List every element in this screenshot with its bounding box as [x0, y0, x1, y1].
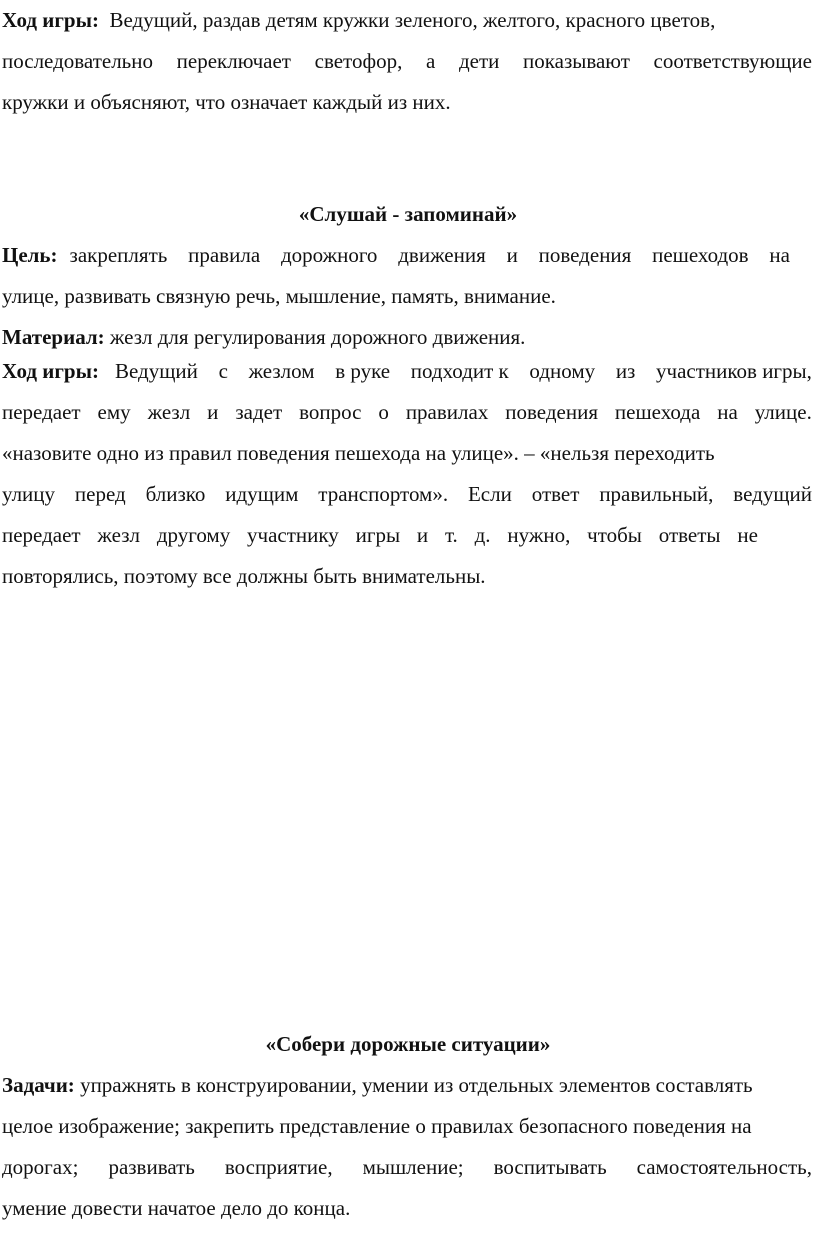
word: о [378, 400, 389, 424]
hod-line-6 [2, 556, 812, 597]
game1-goal [2, 235, 790, 276]
word: ему [97, 400, 131, 424]
word: близко [145, 482, 206, 506]
hod-line-2 [2, 392, 812, 433]
word: Ведущий [115, 359, 198, 383]
goal-line-2 [2, 276, 812, 317]
intro-line-2 [2, 41, 812, 82]
word: подходит к [410, 359, 509, 383]
tasks-text-2: целое изображение; закрепить представление о правилах безопасного поведения на [2, 1114, 752, 1138]
word: мышление; [362, 1155, 464, 1179]
word: другому [156, 523, 231, 547]
word: и [207, 400, 219, 424]
word: переключает [176, 49, 291, 73]
word: последовательно [2, 49, 153, 73]
word: чтобы [587, 523, 642, 547]
word: не [737, 523, 758, 547]
word: показывают [523, 49, 630, 73]
word: дорожного [280, 243, 378, 267]
intro-text-3: кружки и объясняют, что означает каждый из них. [2, 90, 451, 114]
game1-goal-cont [2, 276, 812, 358]
goal-line-1-text [70, 235, 790, 276]
word: пешеходов [652, 243, 749, 267]
word: т. [444, 523, 458, 547]
word: одному [529, 359, 596, 383]
word: улицу [2, 482, 56, 506]
word: улице. [754, 400, 812, 424]
word: д. [474, 523, 491, 547]
word: передает [2, 400, 81, 424]
word: перед [74, 482, 126, 506]
word: на [769, 243, 790, 267]
intro-line-1 [2, 0, 812, 41]
word: с [218, 359, 228, 383]
word: в руке [335, 359, 391, 383]
word: движения [398, 243, 486, 267]
material-label: Материал: [2, 325, 105, 349]
word: закреплять [69, 243, 168, 267]
word: дорогах; [2, 1155, 79, 1179]
goal-label: Цель: [2, 243, 58, 267]
word: дети [458, 49, 500, 73]
hod-text-3: «назовите одно из правил поведения пешехода на улице». – «нельзя переходить [2, 441, 715, 465]
word: правилах [405, 400, 489, 424]
word: вопрос [299, 400, 362, 424]
word: правильный, [599, 482, 714, 506]
tasks-line-1 [2, 1065, 812, 1106]
intro-text-1: Ведущий, раздав детям кружки зеленого, желтого, красного цветов, [109, 8, 716, 32]
word: воспитывать [493, 1155, 607, 1179]
word: и [506, 243, 518, 267]
intro-paragraph [2, 0, 812, 123]
word: восприятие, [224, 1155, 333, 1179]
word: игры [355, 523, 401, 547]
word: светофор, [314, 49, 403, 73]
word: правила [188, 243, 261, 267]
word: ответ [531, 482, 580, 506]
word: ответы [658, 523, 721, 547]
word: задет [235, 400, 283, 424]
tasks-text-4: умение довести начатое дело до конца. [2, 1196, 351, 1220]
word: участнику [247, 523, 339, 547]
game1-title: «Слушай - запоминай» [298, 202, 518, 226]
word: соответствующие [653, 49, 812, 73]
game1-hod [2, 351, 812, 597]
word: участников игры, [656, 359, 812, 383]
word: поведения [505, 400, 598, 424]
word: передает [2, 523, 81, 547]
word: ведущий [733, 482, 812, 506]
word: из [615, 359, 636, 383]
tasks-line-3 [2, 1147, 812, 1188]
tasks-line-4 [2, 1188, 812, 1229]
word: и [416, 523, 429, 547]
word: поведения [538, 243, 632, 267]
word: нужно, [507, 523, 571, 547]
word: Если [467, 482, 512, 506]
hod-line-1-text [115, 351, 812, 392]
word: развивать [108, 1155, 195, 1179]
hod-line-4 [2, 474, 812, 515]
word: идущим [225, 482, 299, 506]
intro-line-3 [2, 82, 812, 123]
word: самостоятельность, [636, 1155, 812, 1179]
word: жезл [97, 523, 141, 547]
tasks-label: Задачи: [2, 1073, 75, 1097]
tasks-text-1: упражнять в конструировании, умении из отдельных элементов составлять [80, 1073, 753, 1097]
goal-text-2: улице, развивать связную речь, мышление, память, внимание. [2, 284, 556, 308]
hod-text-6: повторялись, поэтому все должны быть внимательны. [2, 564, 486, 588]
hod-line-1 [2, 351, 812, 392]
word: а [425, 49, 436, 73]
word: жезл [147, 400, 191, 424]
hod-label-2: Ход игры: [2, 359, 99, 383]
word: на [717, 400, 738, 424]
word: пешехода [614, 400, 701, 424]
hod-label: Ход игры: [2, 8, 99, 32]
goal-line-1 [2, 235, 790, 276]
hod-line-5 [2, 515, 758, 556]
tasks-line-2 [2, 1106, 812, 1147]
word: жезлом [248, 359, 315, 383]
game2-tasks [2, 1065, 812, 1229]
hod-line-3 [2, 433, 802, 474]
material-text: жезл для регулирования дорожного движения. [109, 325, 526, 349]
word: транспортом». [318, 482, 449, 506]
game2-title: «Собери дорожные ситуации» [265, 1032, 551, 1056]
